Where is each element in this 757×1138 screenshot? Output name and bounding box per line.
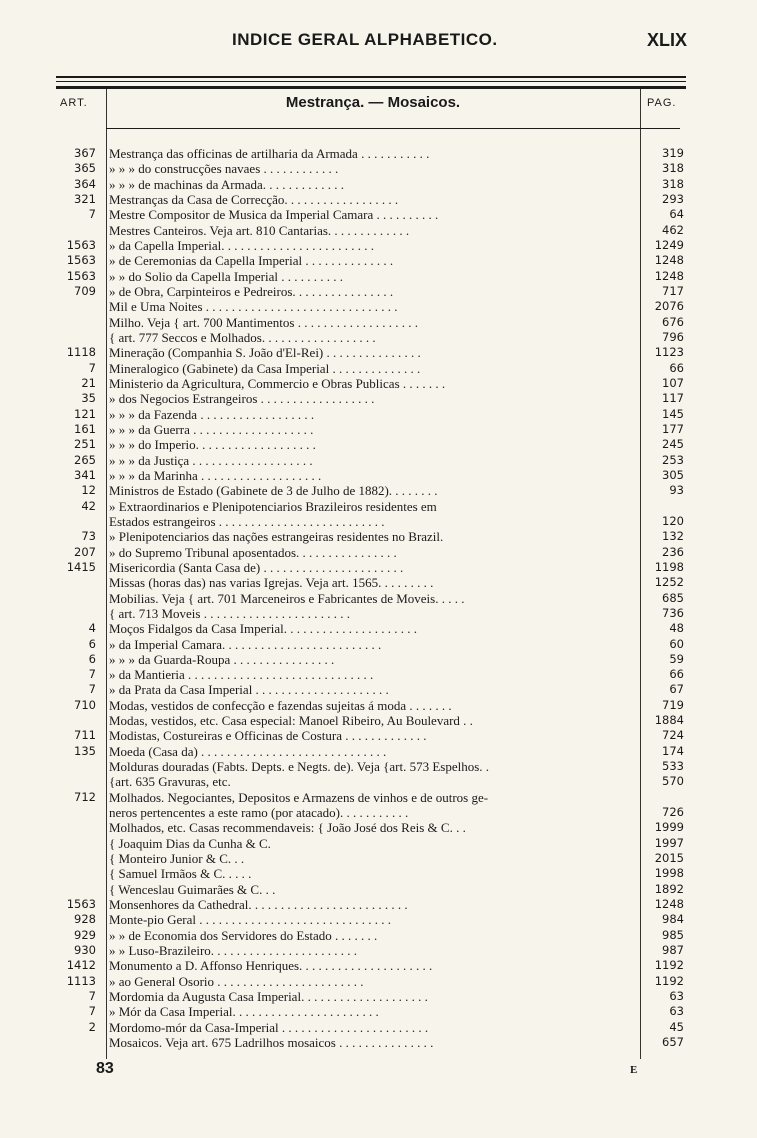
index-entry	[0, 989, 757, 1004]
article-number: 1118	[66, 345, 96, 360]
article-number: 135	[74, 743, 96, 758]
index-entry	[0, 744, 757, 759]
entry-text: Ministros de Estado (Gabinete de 3 de Julho de 1882). . . . . . . .	[109, 483, 438, 499]
entry-text: Molhados. Negociantes, Depositos e Armazens de vinhos e de outros ge-	[109, 789, 489, 805]
index-entry	[0, 912, 757, 927]
page-number: 83	[96, 1060, 114, 1077]
page-reference: 676	[662, 314, 684, 329]
page-reference: 1892	[654, 881, 684, 896]
index-entry	[0, 146, 757, 161]
index-entry	[0, 177, 757, 192]
index-entry	[0, 728, 757, 743]
page-reference: 1999	[654, 820, 684, 835]
entry-text: Mosaicos. Veja art. 675 Ladrilhos mosaicos . . . . . . . . . . . . . . .	[109, 1035, 434, 1051]
page-reference: 132	[662, 529, 684, 544]
entry-text: Estados estrangeiros . . . . . . . . . . . . . . . . . . . . . . . . . .	[109, 513, 385, 529]
page-reference: 145	[662, 406, 684, 421]
entry-text: Modistas, Costureiras e Officinas de Costura . . . . . . . . . . . . .	[109, 728, 427, 744]
entry-text: Misericordia (Santa Casa de) . . . . . . . . . . . . . . . . . . . . . .	[109, 559, 404, 575]
page-reference: 1997	[654, 835, 684, 850]
index-entry	[0, 223, 757, 238]
page-reference: 253	[662, 452, 684, 467]
page-reference: 1248	[654, 897, 684, 912]
index-entry	[0, 499, 757, 514]
page-reference: 1998	[654, 866, 684, 881]
index-entry	[0, 836, 757, 851]
page-reference: 724	[662, 728, 684, 743]
page-reference: 236	[662, 544, 684, 559]
article-number: 251	[74, 437, 96, 452]
entry-text: » Plenipotenciarios das nações estrangeiras residentes no Brazil.	[109, 529, 444, 545]
entry-text: » » » da Justiça . . . . . . . . . . . . . . . . . . .	[109, 452, 313, 468]
index-entry	[0, 253, 757, 268]
index-entry	[0, 575, 757, 590]
index-entry	[0, 1035, 757, 1050]
index-entry	[0, 652, 757, 667]
article-number: 341	[74, 467, 96, 482]
article-number: 42	[81, 498, 96, 513]
index-entry	[0, 774, 757, 789]
entry-text: Mobilias. Veja { art. 701 Marceneiros e Fabricantes de Moveis. . . . .	[109, 590, 465, 606]
index-entry	[0, 468, 757, 483]
entry-text: » ao General Osorio . . . . . . . . . . . . . . . . . . . . . . .	[109, 973, 364, 989]
index-entry	[0, 882, 757, 897]
page-reference: 717	[662, 283, 684, 298]
section-title: Mestrança. — Mosaicos.	[285, 94, 461, 111]
index-entry	[0, 606, 757, 621]
header-rule-bottom	[56, 86, 686, 89]
page-reference: 63	[669, 989, 684, 1004]
article-number: 7	[88, 989, 96, 1004]
page-reference: 462	[662, 222, 684, 237]
index-entry	[0, 667, 757, 682]
article-number: 364	[74, 176, 96, 191]
entry-text: { Joaquim Dias da Cunha & C.	[109, 835, 271, 851]
index-entry	[0, 713, 757, 728]
entry-text: » » » da Fazenda . . . . . . . . . . . . . . . . . .	[109, 406, 315, 422]
page-reference: 293	[662, 191, 684, 206]
page-reference: 685	[662, 590, 684, 605]
entry-text: Moeda (Casa da) . . . . . . . . . . . . . . . . . . . . . . . . . . . . .	[109, 743, 387, 759]
header-rule-middle	[56, 81, 686, 82]
page-header	[0, 30, 757, 60]
page-reference: 59	[669, 651, 684, 666]
index-entry	[0, 928, 757, 943]
article-number: 710	[74, 697, 96, 712]
article-number: 21	[81, 375, 96, 390]
page-reference: 107	[662, 375, 684, 390]
index-entry	[0, 529, 757, 544]
article-number: 1563	[66, 897, 96, 912]
page-reference: 1248	[654, 268, 684, 283]
page-reference: 45	[669, 1019, 684, 1034]
entry-text: » da Prata da Casa Imperial . . . . . . . . . . . . . . . . . . . . .	[109, 682, 389, 698]
article-number: 1563	[66, 253, 96, 268]
entry-text: » » » do Imperio. . . . . . . . . . . . . . . . . . .	[109, 437, 316, 453]
entry-text: » » » do construcções navaes . . . . . . . . . . . .	[109, 161, 339, 177]
index-entry	[0, 805, 757, 820]
page-reference: 174	[662, 743, 684, 758]
article-number: 712	[74, 789, 96, 804]
entry-text: » » do Solio da Capella Imperial . . . . . . . . . .	[109, 268, 343, 284]
article-number: 73	[81, 529, 96, 544]
entry-text: » do Supremo Tribunal aposentados. . . . . . . . . . . . . . . .	[109, 544, 397, 560]
article-number: 1563	[66, 237, 96, 252]
index-entry	[0, 407, 757, 422]
article-number: 121	[74, 406, 96, 421]
entry-text: Ministerio da Agricultura, Commercio e Obras Publicas . . . . . . .	[109, 375, 446, 391]
entry-text: Mestres Canteiros. Veja art. 810 Cantarias. . . . . . . . . . . . .	[109, 222, 410, 238]
index-entry	[0, 315, 757, 330]
index-entry	[0, 345, 757, 360]
entry-text: » de Obra, Carpinteiros e Pedreiros. . . . . . . . . . . . . . . .	[109, 283, 394, 299]
index-entry	[0, 820, 757, 835]
article-number: 6	[88, 651, 96, 666]
header-rule-top	[56, 76, 686, 78]
page-reference: 719	[662, 697, 684, 712]
index-entry	[0, 284, 757, 299]
entry-text: » de Ceremonias da Capella Imperial . . . . . . . . . . . . . .	[109, 253, 394, 269]
article-number: 7	[88, 1004, 96, 1019]
entry-text: Mordomia da Augusta Casa Imperial. . . . . . . . . . . . . . . . . . . .	[109, 989, 428, 1005]
page-reference: 796	[662, 329, 684, 344]
page-reference: 93	[669, 483, 684, 498]
page-reference: 67	[669, 682, 684, 697]
page-reference: 64	[669, 207, 684, 222]
article-number: 7	[88, 682, 96, 697]
page-reference: 1192	[654, 958, 684, 973]
entry-text: Mestre Compositor de Musica da Imperial Camara . . . . . . . . . .	[109, 207, 439, 223]
article-number: 930	[74, 943, 96, 958]
roman-page-number: XLIX	[646, 30, 687, 50]
index-entry	[0, 591, 757, 606]
article-number: 207	[74, 544, 96, 559]
page-reference: 1248	[654, 253, 684, 268]
entry-text: » dos Negocios Estrangeiros . . . . . . . . . . . . . . . . . .	[109, 391, 375, 407]
index-entry	[0, 682, 757, 697]
article-number: 7	[88, 667, 96, 682]
index-entries	[0, 146, 757, 1050]
page-reference: 117	[662, 391, 684, 406]
entry-text: Modas, vestidos, etc. Casa especial: Manoel Ribeiro, Au Boulevard . .	[109, 713, 473, 729]
art-column-header: ART.	[60, 97, 88, 109]
index-entry	[0, 207, 757, 222]
page-reference: 985	[662, 927, 684, 942]
article-number: 365	[74, 161, 96, 176]
page-reference: 2015	[654, 851, 684, 866]
index-entry	[0, 851, 757, 866]
entry-text: { art. 713 Moveis . . . . . . . . . . . . . . . . . . . . . . .	[109, 605, 350, 621]
page-reference: 319	[662, 146, 684, 160]
entry-text: » » Luso-Brazileiro. . . . . . . . . . . . . . . . . . . . . . .	[109, 943, 358, 959]
article-number: 35	[81, 391, 96, 406]
index-entry	[0, 483, 757, 498]
entry-text: » » de Economia dos Servidores do Estado . . . . . . .	[109, 927, 378, 943]
index-entry	[0, 330, 757, 345]
page-reference: 1252	[654, 575, 684, 590]
page-reference: 657	[662, 1035, 684, 1050]
page-reference: 66	[669, 667, 684, 682]
index-entry	[0, 269, 757, 284]
article-number: 1412	[66, 958, 96, 973]
article-number: 4	[88, 621, 96, 636]
index-entry	[0, 943, 757, 958]
signature-mark: E	[630, 1064, 638, 1076]
index-entry	[0, 974, 757, 989]
page-reference: 305	[662, 467, 684, 482]
entry-text: Missas (horas das) nas varias Igrejas. Veja art. 1565. . . . . . . . .	[109, 575, 434, 591]
page-reference: 120	[662, 513, 684, 528]
article-number: 367	[74, 146, 96, 160]
article-number: 161	[74, 421, 96, 436]
index-entry	[0, 866, 757, 881]
entry-text: » da Imperial Camara. . . . . . . . . . . . . . . . . . . . . . . . .	[109, 636, 382, 652]
entry-text: Molduras douradas (Fabts. Depts. e Negts. de). Veja {art. 573 Espelhos. .	[109, 759, 490, 775]
article-number: 12	[81, 483, 96, 498]
page-reference: 570	[662, 774, 684, 789]
article-number: 2	[88, 1019, 96, 1034]
entry-text: » » » da Marinha . . . . . . . . . . . . . . . . . . .	[109, 467, 322, 483]
entry-text: Monsenhores da Cathedral. . . . . . . . . . . . . . . . . . . . . . . . .	[109, 897, 408, 913]
index-entry	[0, 361, 757, 376]
index-entry	[0, 453, 757, 468]
article-number: 7	[88, 360, 96, 375]
index-entry	[0, 1004, 757, 1019]
article-number: 711	[74, 728, 96, 743]
index-entry	[0, 1020, 757, 1035]
entry-text: Modas, vestidos de confecção e fazendas sujeitas á moda . . . . . . .	[109, 697, 452, 713]
entry-text: Mestrança das officinas de artilharia da Armada . . . . . . . . . . .	[109, 146, 430, 161]
page-reference: 48	[669, 621, 684, 636]
index-entry	[0, 437, 757, 452]
index-entry	[0, 422, 757, 437]
index-entry	[0, 560, 757, 575]
index-entry	[0, 299, 757, 314]
article-number: 929	[74, 927, 96, 942]
article-number: 709	[74, 283, 96, 298]
page-reference: 177	[662, 421, 684, 436]
page-reference: 1192	[654, 973, 684, 988]
entry-text: { Samuel Irmãos & C. . . . .	[109, 866, 252, 882]
article-number: 321	[74, 191, 96, 206]
index-entry	[0, 958, 757, 973]
index-entry	[0, 391, 757, 406]
entry-text: » Mór da Casa Imperial. . . . . . . . . . . . . . . . . . . . . . .	[109, 1004, 379, 1020]
page-reference: 1123	[654, 345, 684, 360]
article-number: 265	[74, 452, 96, 467]
page-reference: 1249	[654, 237, 684, 252]
index-entry	[0, 161, 757, 176]
entry-text: Molhados, etc. Casas recommendaveis: { João José dos Reis & C. . .	[109, 820, 466, 836]
page-reference: 318	[662, 176, 684, 191]
page-reference: 987	[662, 943, 684, 958]
entry-text: { Monteiro Junior & C. . .	[109, 851, 245, 867]
page-footer	[0, 1060, 757, 1084]
index-entry	[0, 621, 757, 636]
entry-text: Moços Fidalgos da Casa Imperial. . . . . . . . . . . . . . . . . . . . .	[109, 621, 417, 637]
index-entry	[0, 238, 757, 253]
entry-text: Mil e Uma Noites . . . . . . . . . . . . . . . . . . . . . . . . . . . . . .	[109, 299, 398, 315]
entry-text: Mordomo-mór da Casa-Imperial . . . . . . . . . . . . . . . . . . . . . . .	[109, 1019, 429, 1035]
entry-text: neros pertencentes a este ramo (por atacado). . . . . . . . . . .	[109, 805, 409, 821]
page-reference: 245	[662, 437, 684, 452]
entry-text: {art. 635 Gravuras, etc.	[109, 774, 231, 790]
index-entry	[0, 759, 757, 774]
page-reference: 726	[662, 805, 684, 820]
article-number: 7	[88, 207, 96, 222]
entry-text: » Extraordinarios e Plenipotenciarios Brazileiros residentes em	[109, 498, 437, 514]
page-reference: 736	[662, 605, 684, 620]
entry-text: » da Mantieria . . . . . . . . . . . . . . . . . . . . . . . . . . . . .	[109, 667, 374, 683]
index-entry	[0, 376, 757, 391]
running-title: INDICE GERAL ALPHABETICO.	[232, 30, 498, 49]
page-reference: 1198	[654, 559, 684, 574]
page-reference: 60	[669, 636, 684, 651]
index-entry	[0, 545, 757, 560]
article-number: 928	[74, 912, 96, 927]
index-entry	[0, 192, 757, 207]
article-number: 6	[88, 636, 96, 651]
article-number: 1415	[66, 559, 96, 574]
entry-text: » » » da Guerra . . . . . . . . . . . . . . . . . . .	[109, 421, 314, 437]
page-reference: 66	[669, 360, 684, 375]
entry-text: » da Capella Imperial. . . . . . . . . . . . . . . . . . . . . . . .	[109, 237, 375, 253]
entry-text: Monumento a D. Affonso Henriques. . . . . . . . . . . . . . . . . . . . .	[109, 958, 433, 974]
index-entry	[0, 637, 757, 652]
article-number: 1113	[66, 973, 96, 988]
page-reference: 533	[662, 759, 684, 774]
page-reference: 1884	[654, 713, 684, 728]
entry-text: Monte-pio Geral . . . . . . . . . . . . . . . . . . . . . . . . . . . . . .	[109, 912, 392, 928]
article-number: 1563	[66, 268, 96, 283]
entry-text: Milho. Veja { art. 700 Mantimentos . . . . . . . . . . . . . . . . . . .	[109, 314, 418, 330]
entry-text: { art. 777 Seccos e Molhados. . . . . . . . . . . . . . . . . .	[109, 329, 376, 345]
entry-text: Mestranças da Casa de Correcção. . . . . . . . . . . . . . . . . .	[109, 191, 399, 207]
index-entry	[0, 698, 757, 713]
index-entry	[0, 790, 757, 805]
index-entry	[0, 897, 757, 912]
page-reference: 63	[669, 1004, 684, 1019]
index-entry	[0, 514, 757, 529]
entry-text: » » » de machinas da Armada. . . . . . . . . . . . .	[109, 176, 345, 192]
pag-column-header: PAG.	[647, 97, 677, 109]
entry-text: Mineralogico (Gabinete) da Casa Imperial . . . . . . . . . . . . . .	[109, 360, 421, 376]
entry-text: { Wenceslau Guimarães & C. . .	[109, 881, 276, 897]
section-title-rule	[106, 128, 640, 129]
page-reference: 2076	[654, 299, 684, 314]
page-reference: 984	[662, 912, 684, 927]
entry-text: Mineração (Companhia S. João d'El-Rei) . . . . . . . . . . . . . . .	[109, 345, 421, 361]
entry-text: » » » da Guarda-Roupa . . . . . . . . . . . . . . . .	[109, 651, 335, 667]
page-reference: 318	[662, 161, 684, 176]
pag-header-rule	[640, 128, 680, 129]
